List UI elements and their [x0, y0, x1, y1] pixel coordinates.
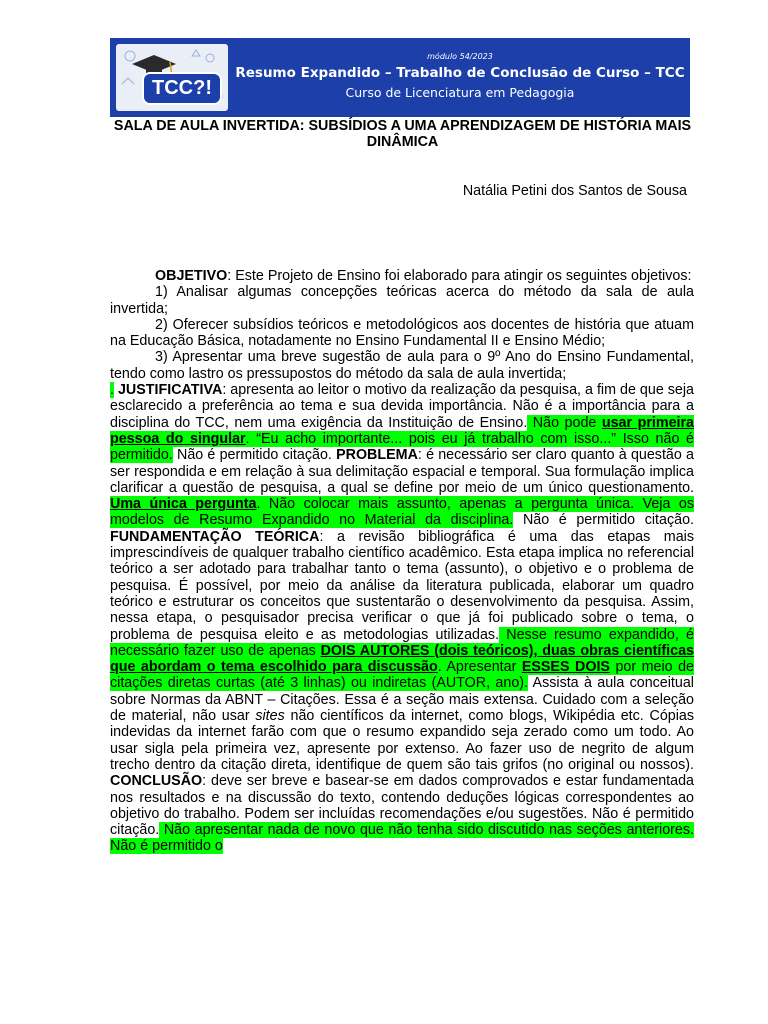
highlight-text: Nesse resumo expandido, é necessário fazer uso de apenas — [110, 626, 694, 659]
objetivo-item-3: 3) Apresentar uma breve sugestão de aula para o 9º Ano do Ensino Fundamental, tendo como lastro os pressupostos do método da sala de aula invertida; — [110, 349, 694, 382]
citation-note: Não é permitido citação. — [172, 447, 337, 464]
module-label: módulo 54/2023 — [427, 52, 493, 61]
citation-note: Não é permitido citação. — [513, 512, 694, 529]
sites-word: sites — [255, 708, 285, 725]
main-paragraph — [110, 382, 694, 855]
conclusao-text: : deve ser breve e basear-se em dados comprovados e estar fundamentada nos resultados e na discussão do texto, contendo deduções lógicas correspondentes ao objetivo do trabalho. Podem ser incluídas recomendações e/ou sugestões. Não é permitido citação. — [110, 773, 694, 839]
document-body — [110, 268, 694, 855]
first-person-emphasis: usar primeira pessoa do singular — [110, 414, 695, 447]
fundamentacao-text: : a revisão bibliográfica é uma das etapas mais imprescindíveis de qualquer trabalho científico acadêmico. Esta etapa implica no referencial teórico a ser adotado para trabalhar tanto o tema (assunto), o objetivo e o problema de pesquisa. É possível, por meio da análise da literatura publicada, elaborar um quadro teórico e estruturar os conceitos que sustentarão o desenvolvimento da pesquisa. Assim, nessa etapa, o pesquisador precisa verificar o que já foi publicado sobre o tema, o problema de pesquisa eleito e as metodologias utilizadas. — [110, 528, 694, 643]
highlight-text: . Apresentar — [437, 659, 522, 676]
objetivo-paragraph — [110, 268, 694, 284]
justificativa-label: JUSTIFICATIVA — [113, 382, 223, 399]
banner-title: Resumo Expandido – Trabalho de Conclusão de Curso – TCC — [235, 65, 685, 81]
abnt-text: Assista à aula conceitual sobre Normas da ABNT – Citações. Essa é a seção mais extensa. Cuidado com a seleção de material, não usar — [110, 675, 694, 725]
objetivo-item-2: 2) Oferecer subsídios teóricos e metodológicos aos docentes de história que atuam na Educação Básica, notadamente no Ensino Fundamental II e Ensino Médio; — [110, 316, 694, 350]
justificativa-text: : apresenta ao leitor o motivo da realização da pesquisa, a fim de que seja esclarecido a preferência ao tema e sua devida importância. Não é a importância para a disciplina do TCC, nem uma exigência da Instituição de Ensino. — [110, 382, 694, 431]
objetivo-intro: : Este Projeto de Ensino foi elaborado para atingir os seguintes objetivos: — [227, 268, 692, 284]
objetivo-item-1: 1) Analisar algumas concepções teóricas acerca do método da sala de aula invertida; — [110, 284, 694, 317]
highlight-marker: . — [110, 382, 114, 399]
esses-dois-emphasis: ESSES DOIS — [521, 659, 610, 676]
highlight-text: por meio de citações diretas curtas (até 3 linhas) ou indiretas (AUTOR, ano). — [110, 659, 694, 692]
highlight-text: . Não colocar mais assunto, apenas a pergunta única. Veja os modelos de Resumo Expandido no Material da disciplina. — [110, 496, 694, 529]
objetivo-label: OBJETIVO — [155, 268, 228, 284]
header-banner — [110, 38, 690, 117]
two-authors-emphasis: DOIS AUTORES (dois teóricos), duas obras científicas que abordam o tema escolhido para discussão — [110, 642, 694, 676]
abnt-text-2: não científicos da internet, como blogs, Wikipédia etc. Cópias indevidas da internet farão com que o resumo expandido seja zerado como um todo. Ao usar sigla pela primeira vez, apresente por extenso. Ao fazer uso de negrito de algum trecho dentro da citação direta, identifique de quem são tais grifos (no original ou nossos). — [110, 708, 694, 773]
highlight-conclusao: Não apresentar nada de novo que não tenha sido discutido nas seções anteriores. Não é permitido o — [110, 822, 694, 855]
banner-subtitle: Curso de Licenciatura em Pedagogia — [345, 85, 575, 100]
highlight-text: . “Eu acho importante... pois eu já trabalho com isso...” Isso não é permitido. — [110, 430, 694, 464]
conclusao-label: CONCLUSÃO — [110, 773, 203, 790]
document-title: SALA DE AULA INVERTIDA: SUBSÍDIOS A UMA APRENDIZAGEM DE HISTÓRIA MAIS DINÂMICA — [113, 118, 692, 150]
single-question-emphasis: Uma única pergunta — [110, 496, 257, 513]
fundamentacao-label: FUNDAMENTAÇÃO TEÓRICA — [110, 528, 320, 545]
tcc-logo — [116, 44, 228, 111]
logo-text: TCC?! — [142, 72, 222, 105]
problema-text: : é necessário ser claro quanto à questão a ser respondida e em relação à sua delimitação espacial e temporal. Sua formulação implica clarificar a questão de pesquisa, a qual se define por meio de um único questionamento. — [110, 447, 694, 496]
problema-label: PROBLEMA — [336, 447, 418, 464]
highlight-text: Não pode — [527, 414, 602, 431]
author-name: Natália Petini dos Santos de Sousa — [462, 183, 687, 199]
